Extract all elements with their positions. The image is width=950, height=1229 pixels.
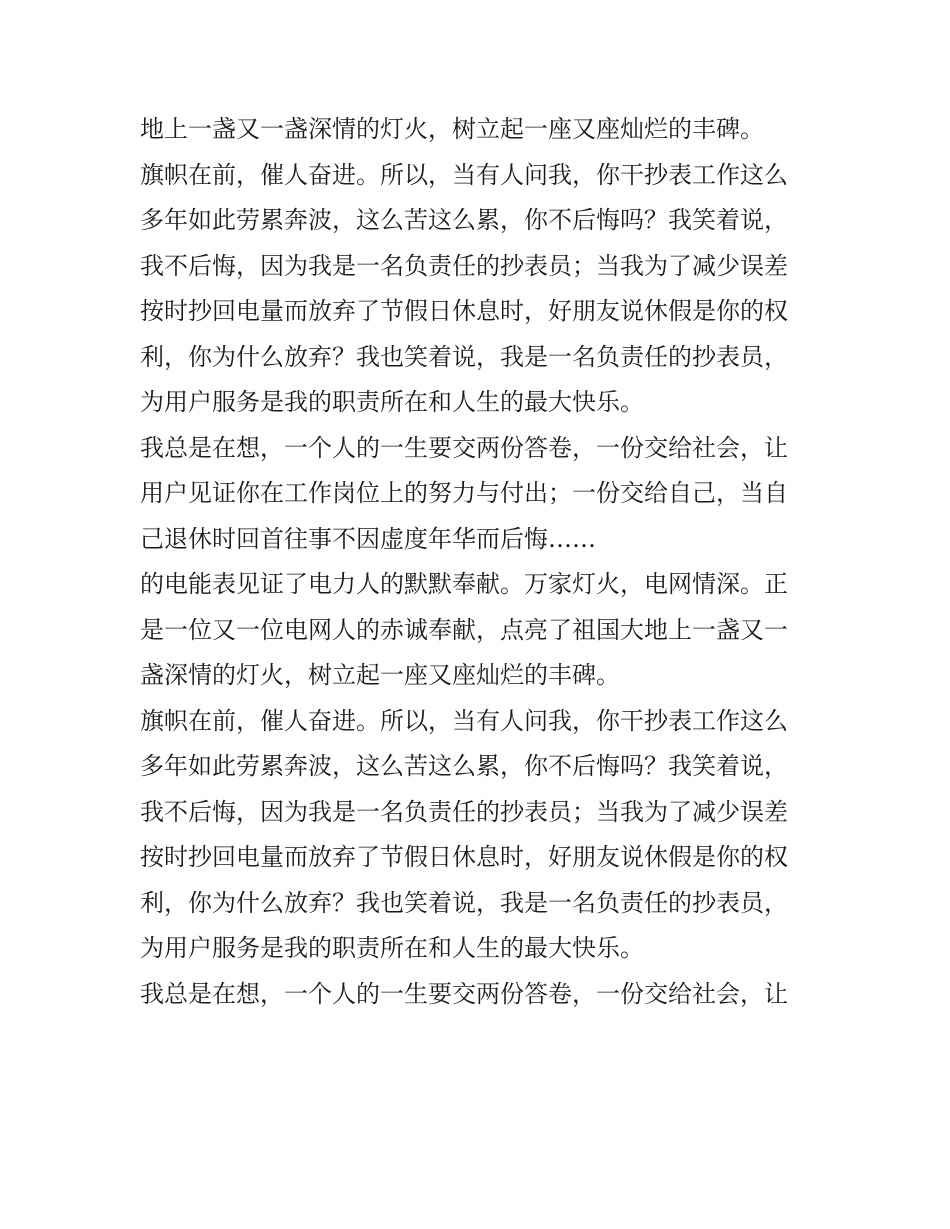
- text-line: 我不后悔，因为我是一名负责任的抄表员；当我为了减少误差: [140, 797, 788, 826]
- text-line: 旗帜在前，催人奋进。所以，当有人问我，你干抄表工作这么: [140, 706, 788, 735]
- text-line: 为用户服务是我的职责所在和人生的最大快乐。: [140, 388, 644, 416]
- text-line: 利，你为什么放弃？我也笑着说，我是一名负责任的抄表员，: [140, 342, 788, 371]
- document-body: [140, 107, 820, 1017]
- text-line: 是一位又一位电网人的赤诚奉献，点亮了祖国大地上一盏又一: [140, 615, 788, 644]
- text-line: 多年如此劳累奔波，这么苦这么累，你不后悔吗？我笑着说，: [140, 752, 788, 780]
- text-line: 利，你为什么放弃？我也笑着说，我是一名负责任的抄表员，: [140, 888, 788, 917]
- text-line: 地上一盏又一盏深情的灯火，树立起一座又座灿烂的丰碑。: [140, 115, 764, 143]
- text-line: 我总是在想，一个人的一生要交两份答卷，一份交给社会，让: [140, 433, 788, 462]
- text-line: 我不后悔，因为我是一名负责任的抄表员；当我为了减少误差: [140, 251, 788, 280]
- text-line: 的电能表见证了电力人的默默奉献。万家灯火，电网情深。正: [140, 570, 788, 598]
- text-line: 按时抄回电量而放弃了节假日休息时，好朋友说休假是你的权: [140, 297, 788, 325]
- text-line: 按时抄回电量而放弃了节假日休息时，好朋友说休假是你的权: [140, 843, 788, 871]
- text-line: 用户见证你在工作岗位上的努力与付出；一份交给自己，当自: [140, 479, 788, 507]
- text-line: 多年如此劳累奔波，这么苦这么累，你不后悔吗？我笑着说，: [140, 206, 788, 234]
- text-line: 旗帜在前，催人奋进。所以，当有人问我，你干抄表工作这么: [140, 160, 788, 189]
- text-line: 我总是在想，一个人的一生要交两份答卷，一份交给社会，让: [140, 979, 788, 1008]
- text-line: 盏深情的灯火，树立起一座又座灿烂的丰碑。: [140, 661, 620, 689]
- text-line: 己退休时回首往事不因虚度年华而后悔……: [140, 524, 596, 553]
- text-line: 为用户服务是我的职责所在和人生的最大快乐。: [140, 934, 644, 962]
